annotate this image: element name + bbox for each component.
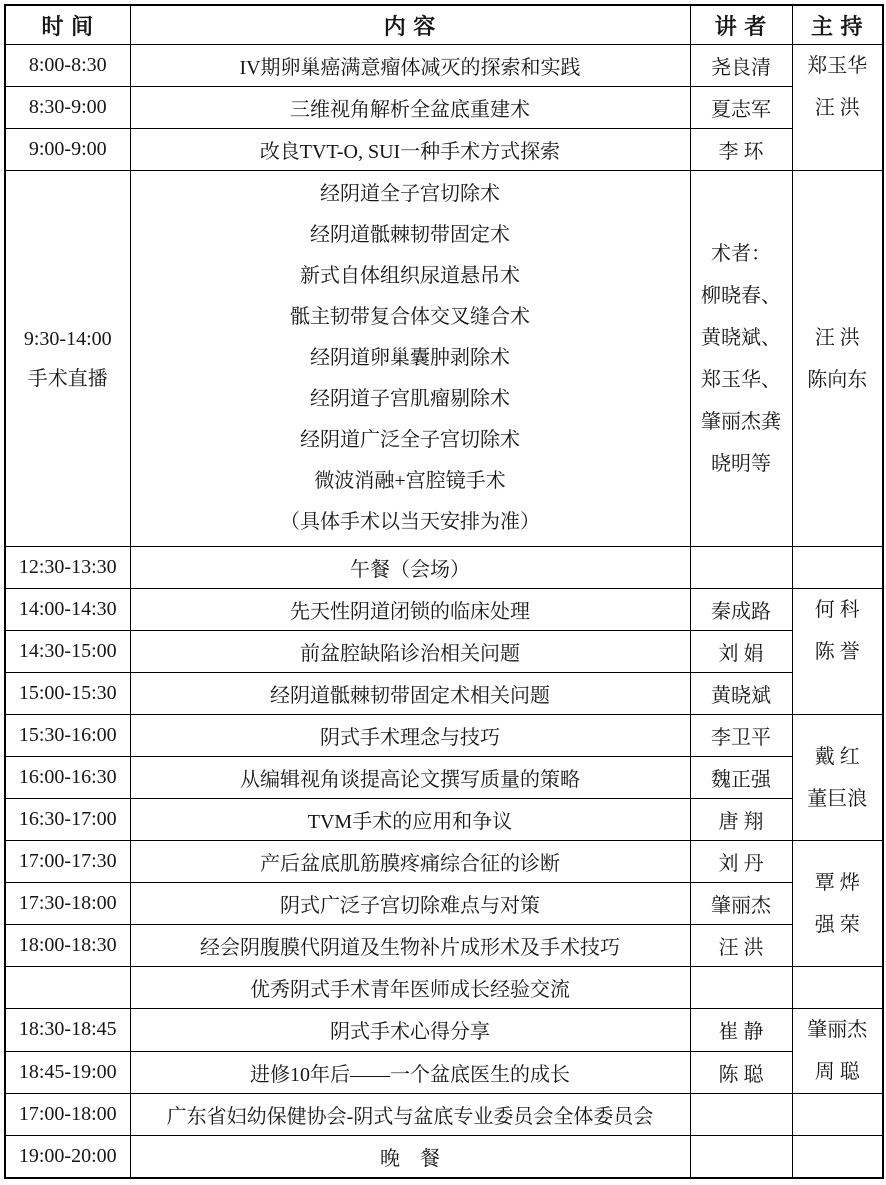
content-cell: 进修10年后——一个盆底医生的成长 <box>130 1051 690 1094</box>
content-cell: TVM手术的应用和争议 <box>130 799 690 841</box>
schedule-row <box>5 1051 883 1094</box>
speaker-line: 术者： <box>711 242 771 265</box>
speaker-cell <box>690 1136 792 1178</box>
content-line: 微波消融+宫腔镜手术 <box>314 470 506 492</box>
schedule-row <box>5 1009 883 1052</box>
speaker-cell: 刘 丹 <box>690 841 792 883</box>
speaker-cell: 陈 聪 <box>690 1051 792 1094</box>
time-cell: 18:30-18:45 <box>5 1009 130 1052</box>
content-line: （具体手术以当天安排为准） <box>280 511 540 533</box>
schedule-row <box>5 45 883 87</box>
time-cell: 14:00-14:30 <box>5 589 130 631</box>
time-cell: 17:30-18:00 <box>5 883 130 925</box>
speaker-line: 晓明等 <box>711 452 771 475</box>
schedule-row <box>5 925 883 967</box>
time-cell: 8:30-9:00 <box>5 87 130 129</box>
schedule-row <box>5 87 883 129</box>
speaker-line: 黄晓斌、 <box>701 326 781 349</box>
speaker-cell: 唐 翔 <box>690 799 792 841</box>
content-line: 经阴道骶棘韧带固定术 <box>310 224 510 246</box>
time-cell: 8:00-8:30 <box>5 45 130 87</box>
host-cell <box>792 1009 883 1094</box>
header-row <box>5 5 883 45</box>
content-cell: 改良TVT-O, SUI一种手术方式探索 <box>130 129 690 171</box>
time-line: 9:30-14:00 <box>23 327 112 350</box>
host-cell <box>792 1094 883 1136</box>
speaker-cell: 李卫平 <box>690 715 792 757</box>
time-cell: 18:00-18:30 <box>5 925 130 967</box>
host-cell <box>792 589 883 715</box>
host-cell <box>792 45 883 171</box>
header-speaker: 讲 者 <box>690 5 792 45</box>
speaker-cell: 肇丽杰 <box>690 883 792 925</box>
schedule-table <box>4 4 884 1179</box>
host-name: 汪 洪 <box>814 97 860 119</box>
host-name: 陈向东 <box>807 368 868 391</box>
time-cell: 17:00-17:30 <box>5 841 130 883</box>
schedule-row <box>5 967 883 1009</box>
content-cell: 从编辑视角谈提高论文撰写质量的策略 <box>130 757 690 799</box>
host-name: 郑玉华 <box>807 55 868 77</box>
speaker-line: 郑玉华、 <box>701 368 781 391</box>
host-cell <box>792 547 883 589</box>
host-cell <box>792 841 883 967</box>
speaker-cell: 夏志军 <box>690 87 792 129</box>
content-cell: 经阴道骶棘韧带固定术相关问题 <box>130 673 690 715</box>
time-cell: 17:00-18:00 <box>5 1094 130 1136</box>
time-cell: 9:00-9:00 <box>5 129 130 171</box>
schedule-row <box>5 589 883 631</box>
time-cell <box>5 967 130 1009</box>
content-line: 经阴道子宫肌瘤剔除术 <box>310 388 510 410</box>
speaker-cell <box>690 1094 792 1136</box>
host-name: 周 聪 <box>814 1061 860 1083</box>
time-cell: 16:30-17:00 <box>5 799 130 841</box>
time-cell: 14:30-15:00 <box>5 631 130 673</box>
speaker-line: 柳晓春、 <box>701 284 781 307</box>
schedule-row <box>5 547 883 589</box>
speaker-cell: 李 环 <box>690 129 792 171</box>
host-cell <box>792 1136 883 1178</box>
content-cell: 三维视角解析全盆底重建术 <box>130 87 690 129</box>
schedule-row <box>5 1094 883 1136</box>
host-name: 何 科 <box>814 599 860 621</box>
speaker-cell: 魏正强 <box>690 757 792 799</box>
host-name: 覃 烨 <box>814 871 860 894</box>
host-name: 肇丽杰 <box>807 1019 868 1041</box>
host-cell <box>792 715 883 841</box>
time-cell: 15:30-16:00 <box>5 715 130 757</box>
content-cell: IV期卵巢癌满意瘤体减灭的探索和实践 <box>130 45 690 87</box>
host-name: 戴 红 <box>814 745 860 768</box>
content-cell: 阴式广泛子宫切除难点与对策 <box>130 883 690 925</box>
schedule-row <box>5 715 883 757</box>
host-cell <box>792 967 883 1009</box>
speaker-cell: 秦成路 <box>690 589 792 631</box>
speaker-cell: 崔 静 <box>690 1009 792 1052</box>
host-name: 陈 誉 <box>814 641 860 663</box>
content-cell: 优秀阴式手术青年医师成长经验交流 <box>130 967 690 1009</box>
content-line: 骶主韧带复合体交叉缝合术 <box>290 306 530 328</box>
content-line: 经阴道广泛全子宫切除术 <box>300 429 520 451</box>
content-cell: 晚 餐 <box>130 1136 690 1178</box>
speaker-cell <box>690 547 792 589</box>
content-cell: 先天性阴道闭锁的临床处理 <box>130 589 690 631</box>
speaker-cell <box>690 171 792 547</box>
host-name: 强 荣 <box>814 913 860 936</box>
speaker-cell: 黄晓斌 <box>690 673 792 715</box>
schedule-row <box>5 757 883 799</box>
content-cell: 阴式手术理念与技巧 <box>130 715 690 757</box>
speaker-cell: 汪 洪 <box>690 925 792 967</box>
schedule-row <box>5 799 883 841</box>
schedule-row <box>5 631 883 673</box>
content-line: 经阴道全子宫切除术 <box>320 183 500 205</box>
header-time: 时 间 <box>5 5 130 45</box>
host-name: 汪 洪 <box>814 326 860 349</box>
content-cell: 产后盆底肌筋膜疼痛综合征的诊断 <box>130 841 690 883</box>
header-content: 内 容 <box>130 5 690 45</box>
schedule-row <box>5 883 883 925</box>
schedule-row <box>5 1136 883 1178</box>
content-cell: 阴式手术心得分享 <box>130 1009 690 1052</box>
time-cell: 15:00-15:30 <box>5 673 130 715</box>
speaker-line: 肇丽杰龚 <box>701 410 781 433</box>
content-cell: 广东省妇幼保健协会-阴式与盆底专业委员会全体委员会 <box>130 1094 690 1136</box>
content-cell: 午餐（会场） <box>130 547 690 589</box>
content-line: 经阴道卵巢囊肿剥除术 <box>310 347 510 369</box>
speaker-cell <box>690 967 792 1009</box>
schedule-row-live-surgery <box>5 171 883 547</box>
speaker-cell: 刘 娟 <box>690 631 792 673</box>
time-cell: 18:45-19:00 <box>5 1051 130 1094</box>
time-cell: 16:00-16:30 <box>5 757 130 799</box>
header-host: 主 持 <box>792 5 883 45</box>
time-cell: 19:00-20:00 <box>5 1136 130 1178</box>
time-cell <box>5 171 130 547</box>
content-cell <box>130 171 690 547</box>
time-line: 手术直播 <box>27 367 108 390</box>
host-cell <box>792 171 883 547</box>
schedule-row <box>5 841 883 883</box>
time-cell: 12:30-13:30 <box>5 547 130 589</box>
schedule-row <box>5 673 883 715</box>
content-cell: 前盆腔缺陷诊治相关问题 <box>130 631 690 673</box>
content-line: 新式自体组织尿道悬吊术 <box>300 265 520 287</box>
host-name: 董巨浪 <box>807 787 868 810</box>
content-cell: 经会阴腹膜代阴道及生物补片成形术及手术技巧 <box>130 925 690 967</box>
schedule-row <box>5 129 883 171</box>
speaker-cell: 尧良清 <box>690 45 792 87</box>
